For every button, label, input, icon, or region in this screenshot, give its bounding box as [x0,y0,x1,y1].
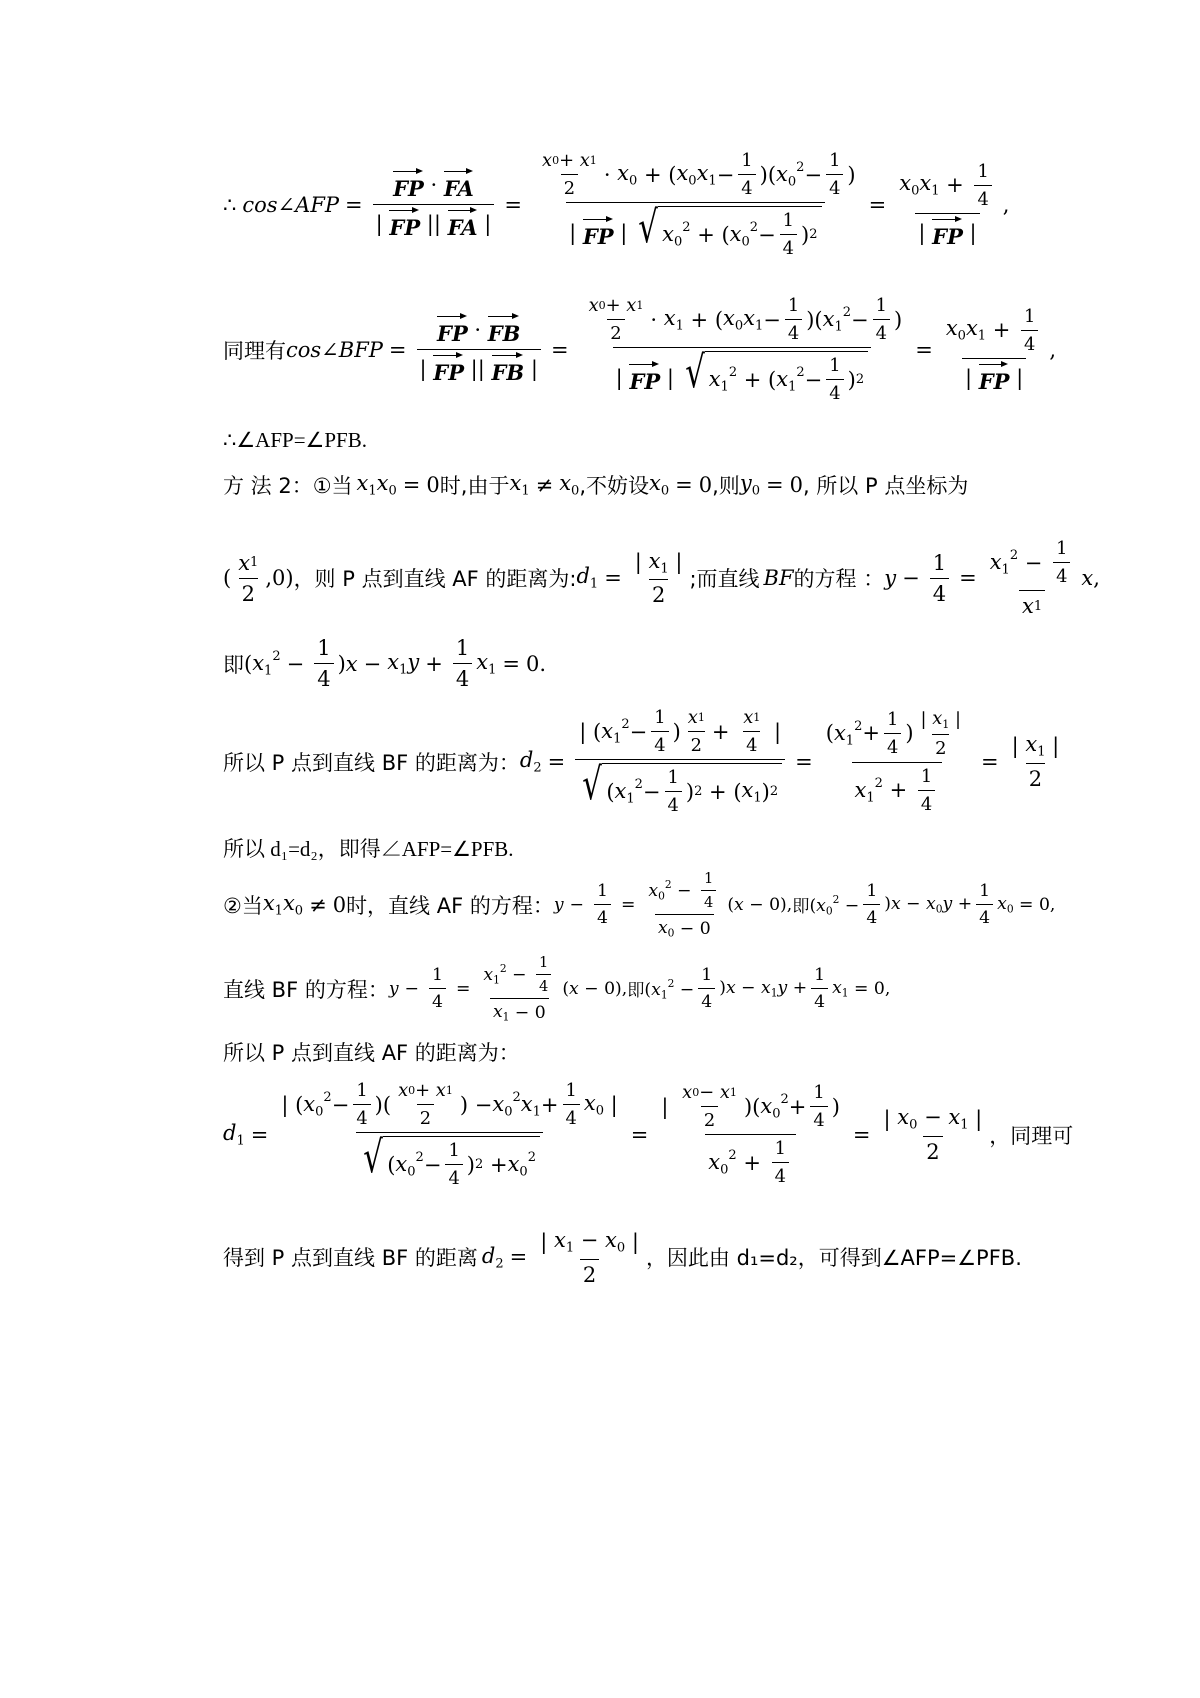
d2-formula-line: 得到 P 点到直线 BF 的距离 $d_2$ = | $x_1 - x_0$ | 2 ，因此由 d₁=d₂，可得到∠AFP=∠PFB. [223,1228,1022,1287]
text-segment: ,则 [712,474,740,498]
ji-label: 即 [627,981,645,1002]
d1-equals-d2-line [223,833,514,863]
cos-afp-formula: ∴ cos∠AFP = FP · FA | FP || FA | = x 0 + x 1 2 · $x_0$ + ( $x_0x_1$ − 1 4 )( $x_0^2$ − 1 4 ) | FP | √ $x_0^2$ + ( $x_0^2$ − 1 4 ) 2 = $x_0x_1$ + 1 4 | FP | , [223,150,1010,259]
cos-bfp-label: cos∠BFP [286,337,383,362]
text-segment: 时，直线 AF 的方程： [346,893,554,918]
comma: , [1049,337,1057,362]
conclusion-line [223,428,367,453]
case2-label: ②当 [223,893,263,918]
line-af-case2: ②当 $x_1x_0$ ≠ 0 时，直线 AF 的方程： y − $\frac{1}{4}$ = $x_0^2$ − 1 4 $x_0$ − 0 (x − 0), 即 ($x_0^2$ − $\frac{1}{4}$ )$x - x_0y$ + $\frac{1}{4}$ $x_0$ = 0, [223,870,1056,940]
text-segment: ;而直线 [689,567,760,591]
distance-af-intro [223,1037,520,1067]
text-segment: ，则 P 点到直线 AF 的距离为: [293,567,577,591]
tongli-you-label: 同理有 [223,338,286,363]
text-segment: 所以 P 点到直线 BF 的距离为： [223,750,520,775]
text-segment: , 所以 P 点坐标为 [802,474,969,498]
ji-label: 即 [792,897,810,918]
d1-d2-conclusion: 所以 d₁=d₂，即得∠AFP=∠PFB. [223,837,514,861]
cos-afp-label: cos∠AFP [242,192,340,217]
text-segment: 所以 P 点到直线 AF 的距离为： [223,1041,520,1065]
text-segment: ，因此由 d₁=d₂，可得到∠AFP=∠PFB. [645,1246,1022,1271]
line-bf-equation: 即 ( $x_1^2$ − $\frac{1}{4}$ ) x − $x_1y$ + $\frac{1}{4}$ $x_1$ = 0. [223,636,547,691]
d1-formula: $d_1$ = | ( $x_0^2$ − 1 4 )( x 0 + x 1 2 ) − $x_0^2x_1$ + 1 4 $x_0$ | √ ( $x_0^2$ − 1 4 ) 2 + $x_0^2$ = | x 0 − x 1 2 )( $x_0^2$ + 1 4 ) $x_0^2$ + 1 4 = | $x_0 - x_1$ | 2 ，同理可 [223,1080,1074,1189]
method2-line: 方 法 2：①当 $x_1x_0$ = 0 时,由于 $x_1$ ≠ $x_0$ ,不妨设 $x_0$ = 0 ,则 $y_0$ = 0 , 所以 P 点坐标为 [223,471,969,499]
text-segment: ,不妨设 [579,474,650,498]
method2-label: 方 法 2：①当 [223,474,353,498]
cos-bfp-formula: 同理有 cos∠BFP = FP · FB | FP || FB | = x 0 + x 1 2 · $x_1$ + ( $x_0x_1$ − 1 4 )( $x_1^2$ − 1 4 ) | FP | √ $x_1^2$ + ( $x_1^2$ − 1 4 ) 2 = $x_0x_1$ + 1 4 | FP | , [223,295,1057,404]
text-segment: 直线 BF 的方程： [223,977,389,1002]
text-segment: 时,由于 [439,474,510,498]
distance-bf-line: 所以 P 点到直线 BF 的距离为： $d_2$ = | ( $x_1^2$ − 1 4 ) x 1 2 + x 1 4 | √ ( $x_1^2$ − 1 4 ) 2 + ( $x_1$ ) 2 = ( $x_1^2$ + 1 4 ) | $x_1$ | 2 $x_1^2$ + 1 4 = | $x_1$ | 2 [223,707,1060,816]
point-p-line: ( x 1 2 ,0) ，则 P 点到直线 AF 的距离为: $d_1$ = | $x_1$ | 2 ;而直线 BF 的方程 ： y − $\frac{1}{4}$ = $x_1^2$ − 1 4 x 1 x , [223,538,1100,618]
therefore-symbol: ∴ [223,192,237,217]
text-segment: 的方程 ： [793,567,885,591]
text-segment: 得到 P 点到直线 BF 的距离 [223,1246,478,1271]
bf-label: BF [763,566,794,590]
text-segment: ，同理可 [989,1123,1074,1148]
angle-conclusion: ∴∠AFP=∠PFB. [223,428,367,452]
line-bf-case2: 直线 BF 的方程： y − $\frac{1}{4}$ = $x_1^2$ − 1 4 $x_1$ − 0 (x − 0), 即 ($x_1^2$ − $\frac{1}{4}$ )$x - x_1y$ + $\frac{1}{4}$ $x_1$ = 0, [223,954,891,1024]
comma: , [1002,192,1010,217]
ji-label: 即 [223,652,244,677]
